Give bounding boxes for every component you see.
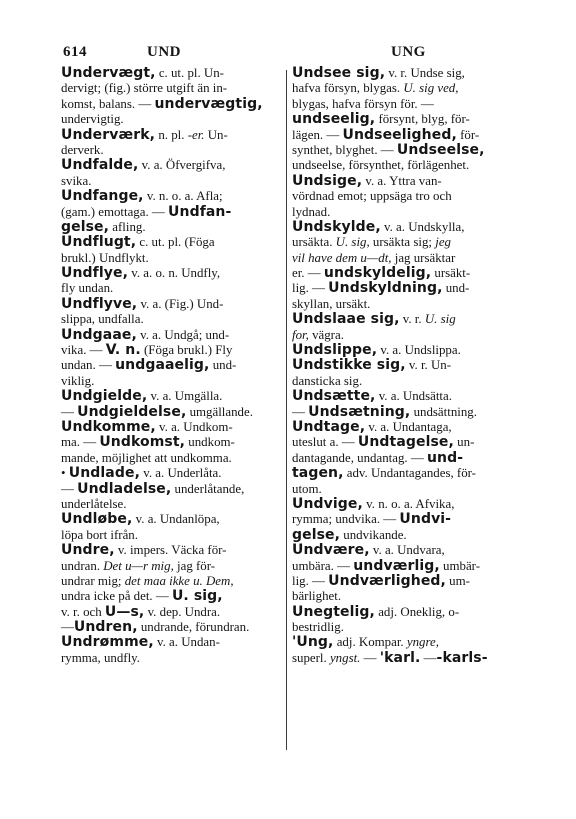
- entry-line: [61, 297, 279, 312]
- entry-line: [61, 66, 279, 81]
- column-divider: [286, 70, 287, 750]
- headword: Undsætning,: [308, 403, 411, 420]
- definition-text: umbära. —: [292, 558, 354, 573]
- definition-text: v. a. Umgälla.: [147, 389, 223, 404]
- headword: Unegtelig,: [292, 603, 375, 620]
- definition-text: dansticka sig.: [292, 373, 363, 388]
- entry-line: [292, 482, 515, 497]
- definition-text: v. r. Undse sig,: [385, 66, 465, 80]
- headword: Undfan-: [168, 203, 232, 220]
- entry-line: [292, 589, 515, 604]
- headword: Undsee sig,: [292, 65, 386, 81]
- definition-text: mande, möjlighet att undkomma.: [61, 450, 232, 465]
- headword: V. n.: [105, 342, 141, 359]
- entry-line: [292, 81, 515, 96]
- italic-text: vil have dem u—dt,: [292, 250, 392, 265]
- headword: Undskyldning,: [328, 280, 443, 297]
- definition-text: afling.: [109, 219, 146, 234]
- definition-text: undsättning.: [410, 404, 477, 419]
- italic-text: U. sig,: [335, 235, 370, 250]
- entry-line: [292, 205, 515, 220]
- entry-line: [292, 420, 515, 435]
- definition-text: adj. Kompar.: [333, 635, 407, 650]
- entry-line: [61, 651, 279, 666]
- definition-text: v. a. Undan-: [153, 635, 220, 650]
- definition-text: underlåtelse.: [61, 496, 127, 511]
- headword: Undfange,: [61, 188, 144, 205]
- definition-text: adj. Oneklig, o-: [374, 604, 460, 619]
- entry-line: [292, 405, 515, 420]
- headword: Undseelighed,: [342, 126, 457, 143]
- definition-text: —: [420, 650, 437, 665]
- entry-line: [61, 482, 279, 497]
- headword: Undren,: [73, 619, 138, 636]
- italic-text: U. sig ved,: [403, 81, 459, 96]
- definition-text: svika.: [61, 173, 92, 188]
- headword: Undskylde,: [292, 218, 381, 235]
- definition-text: vika. —: [61, 343, 106, 358]
- definition-text: jag ursäktar: [391, 250, 456, 265]
- italic-text: yngst.: [329, 650, 361, 665]
- definition-text: c. ut. pl. Un-: [155, 66, 224, 80]
- entry-line: [61, 559, 279, 574]
- italic-text: U. sig: [424, 312, 456, 327]
- definition-text: um-: [445, 573, 470, 588]
- entry-line: [61, 512, 279, 527]
- definition-text: v. r. och: [61, 604, 105, 619]
- headword: und-: [426, 449, 464, 466]
- entry-line: [61, 174, 279, 189]
- definition-text: ursäkta.: [292, 235, 336, 250]
- entry-line: [61, 605, 279, 620]
- headword: Undgieldelse,: [77, 403, 187, 420]
- definition-text: v. a. Undkom-: [155, 419, 233, 434]
- entry-line: [292, 158, 515, 173]
- definition-text: v. a. o. n. Undfly,: [128, 266, 221, 281]
- definition-text: skyllan, ursäkt.: [292, 296, 371, 311]
- entry-line: [292, 451, 515, 466]
- headword: Undtage,: [292, 418, 366, 435]
- entry-line: [61, 420, 279, 435]
- entry-line: [292, 128, 515, 143]
- headword: Undtagelse,: [357, 434, 454, 451]
- right-column: [292, 66, 515, 666]
- entry-line: [61, 451, 279, 466]
- entry-line: [292, 97, 515, 112]
- headword: U. sig,: [171, 588, 223, 605]
- definition-text: v. a. Undskylla,: [380, 219, 465, 234]
- entry-line: [292, 389, 515, 404]
- italic-text: for,: [292, 327, 309, 342]
- definition-text: v. dep. Undra.: [144, 604, 221, 619]
- definition-text: brukl.) Undflykt.: [61, 250, 149, 265]
- definition-text: jag för-: [173, 558, 216, 573]
- entry-line: [292, 528, 515, 543]
- definition-text: undseelse, försynthet, förlägenhet.: [292, 158, 470, 173]
- definition-text: und-: [209, 358, 237, 373]
- definition-text: •: [61, 466, 69, 481]
- definition-text: v. a. Undvara,: [369, 543, 445, 558]
- entry-line: [61, 112, 279, 127]
- headword: Undløbe,: [61, 511, 133, 528]
- entry-line: [292, 266, 515, 281]
- entry-line: [61, 158, 279, 173]
- entry-line: [61, 266, 279, 281]
- headword: U—s,: [104, 603, 145, 620]
- definition-text: n. pl.: [155, 127, 188, 142]
- headword: undværlig,: [353, 557, 440, 574]
- definition-text: —: [61, 404, 78, 419]
- definition-text: undrar mig;: [61, 573, 125, 588]
- definition-text: hafva försyn, blygas.: [292, 81, 404, 96]
- entry-line: [292, 312, 515, 327]
- entry-line: [292, 543, 515, 558]
- entry-line: [292, 559, 515, 574]
- definition-text: undra icke på det. —: [61, 589, 172, 604]
- headword: gelse,: [61, 218, 110, 235]
- definition-text: v. a. Undantaga,: [365, 419, 452, 434]
- definition-text: superl.: [292, 650, 330, 665]
- definition-text: umbär-: [439, 558, 481, 573]
- headword: tagen,: [292, 465, 344, 482]
- entry-line: [61, 97, 279, 112]
- headword: Undflyve,: [61, 295, 138, 312]
- headword: Undflugt,: [61, 234, 137, 251]
- definition-text: v. a. Undanlöpa,: [132, 512, 220, 527]
- definition-text: dervigt; (fig.) större utgift än in-: [61, 81, 228, 96]
- definition-text: —: [61, 481, 78, 496]
- entry-line: [61, 343, 279, 358]
- entry-line: [61, 589, 279, 604]
- definition-text: (Föga brukl.) Fly: [140, 343, 233, 358]
- definition-text: v. r. Un-: [405, 358, 452, 373]
- definition-text: umgällande.: [186, 404, 253, 419]
- entry-line: [61, 235, 279, 250]
- entry-line: [292, 143, 515, 158]
- entry-line: [292, 174, 515, 189]
- headword: Undvi-: [399, 511, 452, 528]
- definition-text: v. a. Yttra van-: [362, 173, 442, 188]
- definition-text: v. r.: [399, 312, 425, 327]
- definition-text: lig. —: [292, 573, 329, 588]
- definition-text: lägen. —: [292, 127, 343, 142]
- definition-text: undervigtig.: [61, 112, 124, 127]
- definition-text: ma. —: [61, 435, 100, 450]
- definition-text: löpa bort ifrån.: [61, 527, 138, 542]
- entry-line: [292, 651, 515, 666]
- entry-line: [292, 574, 515, 589]
- headword: Undre,: [61, 542, 115, 559]
- headword: Undkomst,: [99, 434, 186, 451]
- entry-line: [61, 497, 279, 512]
- entry-line: [61, 81, 279, 96]
- definition-text: (gam.) emottaga. —: [61, 204, 169, 219]
- definition-text: ursäkta sig;: [369, 235, 436, 250]
- italic-text: det maa ikke u. Dem,: [124, 573, 234, 588]
- definition-text: undrande, förundran.: [137, 620, 250, 635]
- headword: Undsige,: [292, 172, 363, 189]
- definition-text: —: [292, 404, 309, 419]
- definition-text: v. n. o. a. Afla;: [143, 189, 223, 204]
- entry-line: [61, 528, 279, 543]
- headword: Undfalde,: [61, 157, 139, 174]
- entry-line: [292, 281, 515, 296]
- entry-line: [61, 220, 279, 235]
- headword: Undlade,: [68, 465, 140, 482]
- definition-text: —: [360, 650, 380, 665]
- entry-line: [292, 435, 515, 450]
- entry-line: [61, 143, 279, 158]
- entry-line: [292, 112, 515, 127]
- entry-line: [61, 281, 279, 296]
- definition-text: rymma, undfly.: [61, 650, 140, 665]
- italic-text: jeg: [435, 235, 451, 250]
- definition-text: v. impers. Väcka för-: [114, 543, 227, 558]
- definition-text: dantagande, undantag. —: [292, 450, 427, 465]
- entry-line: [292, 497, 515, 512]
- headword: undskyldelig,: [323, 265, 432, 282]
- definition-text: komst, balans. —: [61, 96, 155, 111]
- headword: Undgielde,: [61, 388, 148, 405]
- definition-text: derverk.: [61, 142, 104, 157]
- definition-text: utom.: [292, 481, 322, 496]
- definition-text: v. a. (Fig.) Und-: [137, 296, 224, 311]
- definition-text: slippa, undfalla.: [61, 312, 144, 327]
- entry-line: [292, 512, 515, 527]
- entry-line: [61, 543, 279, 558]
- headword: Undvære,: [292, 542, 370, 559]
- entry-line: [61, 358, 279, 373]
- headword: Undstikke sig,: [292, 357, 406, 374]
- entry-line: [292, 66, 515, 81]
- definition-text: bestridlig.: [292, 620, 344, 635]
- headword: Underværk,: [61, 126, 156, 143]
- definition-text: fly undan.: [61, 281, 114, 296]
- definition-text: vördnad emot; uppsäga tro och: [292, 189, 452, 204]
- headword: -karls-: [436, 649, 488, 666]
- headword: Undkomme,: [61, 418, 156, 435]
- entry-line: [292, 235, 515, 250]
- right-guide-word: UNG: [391, 44, 426, 60]
- entry-line: [61, 328, 279, 343]
- headword: 'Ung,: [292, 634, 334, 651]
- entry-line: [61, 374, 279, 389]
- definition-text: v. a. Öfvergifva,: [138, 158, 226, 173]
- headword: undgaaelig,: [115, 357, 210, 374]
- definition-text: v. a. Undsätta.: [375, 389, 452, 404]
- entry-line: [292, 605, 515, 620]
- headword: undervægtig,: [154, 95, 263, 112]
- definition-text: underlåtande,: [171, 481, 245, 496]
- entry-line: [61, 189, 279, 204]
- definition-text: —: [61, 620, 74, 635]
- entry-line: [292, 220, 515, 235]
- definition-text: adv. Undantagandes, för-: [343, 466, 476, 481]
- definition-text: för-: [456, 127, 480, 142]
- entry-line: [292, 620, 515, 635]
- entry-line: [61, 435, 279, 450]
- entry-line: [61, 205, 279, 220]
- headword: Undslaae sig,: [292, 311, 400, 328]
- definition-text: försynt, blyg, för-: [375, 112, 470, 127]
- definition-text: blygas, hafva försyn för. —: [292, 96, 434, 111]
- italic-text: -er.: [187, 127, 205, 142]
- headword: gelse,: [292, 526, 341, 543]
- headword: Undgaae,: [61, 326, 137, 343]
- entry-line: [292, 189, 515, 204]
- entry-line: [61, 389, 279, 404]
- entry-line: [61, 405, 279, 420]
- entry-line: [292, 466, 515, 481]
- left-guide-word: UND: [147, 44, 181, 60]
- headword: Undsætte,: [292, 388, 376, 405]
- headword: Undervægt,: [61, 65, 156, 81]
- definition-text: rymma; undvika. —: [292, 512, 400, 527]
- definition-text: lydnad.: [292, 204, 331, 219]
- definition-text: vägra.: [308, 327, 344, 342]
- definition-text: v. a. Underlåta.: [140, 466, 222, 481]
- headword: Undladelse,: [77, 480, 172, 497]
- entry-line: [292, 297, 515, 312]
- definition-text: v. a. Undslippa.: [377, 343, 461, 358]
- definition-text: undran.: [61, 558, 104, 573]
- entry-line: [61, 620, 279, 635]
- entry-line: [61, 251, 279, 266]
- headword: Undværlighed,: [328, 572, 446, 589]
- definition-text: v. n. o. a. Afvika,: [362, 496, 455, 511]
- definition-text: viklig.: [61, 373, 95, 388]
- entry-line: [292, 635, 515, 650]
- headword: Undrømme,: [61, 634, 154, 651]
- definition-text: bärlighet.: [292, 589, 342, 604]
- entry-line: [61, 635, 279, 650]
- headword: Undseelse,: [396, 141, 485, 158]
- entry-line: [292, 343, 515, 358]
- entry-line: [292, 328, 515, 343]
- definition-text: lig. —: [292, 281, 329, 296]
- headword: Undflye,: [61, 265, 128, 282]
- entry-line: [292, 358, 515, 373]
- headword: undseelig,: [292, 111, 376, 128]
- definition-text: undan. —: [61, 358, 116, 373]
- definition-text: v. a. Undgå; und-: [136, 327, 230, 342]
- entry-line: [61, 466, 279, 481]
- entry-line: [61, 574, 279, 589]
- definition-text: ursäkt-: [431, 266, 471, 281]
- italic-text: yngre,: [406, 635, 439, 650]
- page-number: 614: [63, 44, 87, 60]
- definition-text: undvikande.: [340, 527, 407, 542]
- definition-text: er. —: [292, 266, 324, 281]
- entry-line: [292, 251, 515, 266]
- entry-line: [61, 312, 279, 327]
- headword: 'karl.: [379, 649, 421, 666]
- definition-text: Un-: [204, 127, 228, 142]
- headword: Undvige,: [292, 495, 363, 512]
- definition-text: und-: [442, 281, 470, 296]
- definition-text: c. ut. pl. (Föga: [136, 235, 215, 250]
- definition-text: synthet, blyghet. —: [292, 142, 397, 157]
- entry-line: [61, 128, 279, 143]
- definition-text: uteslut a. —: [292, 435, 358, 450]
- headword: Undslippe,: [292, 342, 378, 359]
- definition-text: undkom-: [185, 435, 235, 450]
- entry-line: [292, 374, 515, 389]
- italic-text: Det u—r mig,: [103, 558, 174, 573]
- left-column: [61, 66, 279, 666]
- definition-text: un-: [453, 435, 475, 450]
